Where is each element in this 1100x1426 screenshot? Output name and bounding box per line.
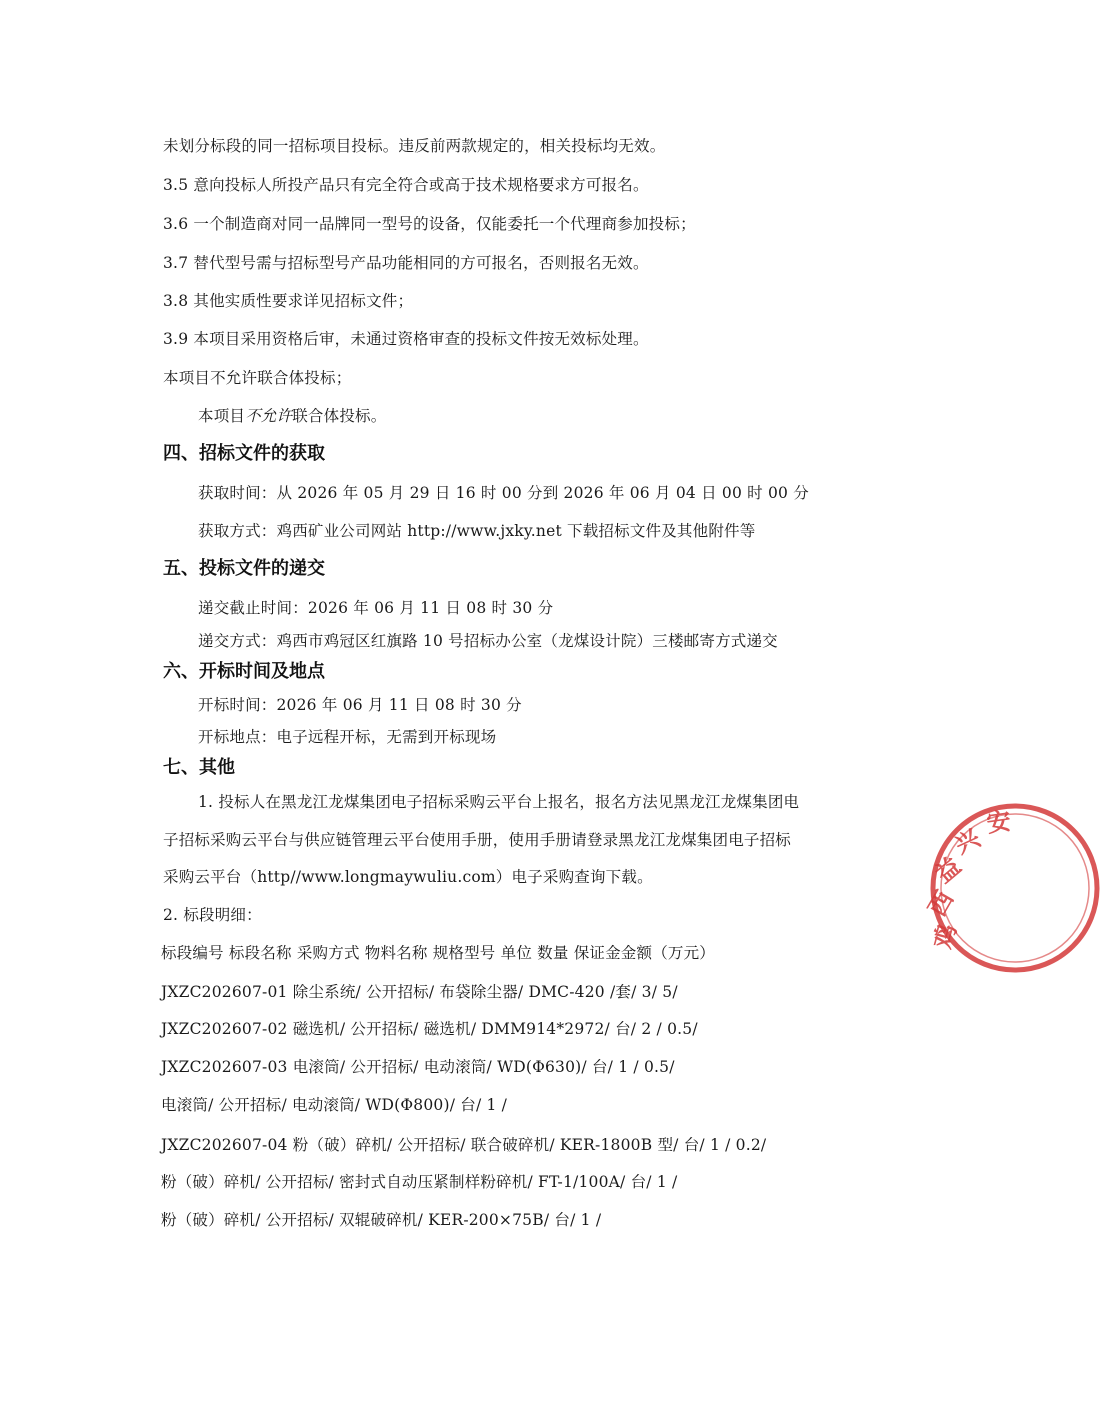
paragraph: 3.8 其他实质性要求详见招标文件； xyxy=(163,292,414,310)
italic-text: 不允许 xyxy=(245,407,293,425)
paragraph: 未划分标段的同一招标项目投标。违反前两款规定的，相关投标均无效。 xyxy=(163,137,666,155)
paragraph-text: 本项目 xyxy=(198,407,246,425)
opening-time: 开标时间：2026 年 06 月 11 日 08 时 30 分 xyxy=(198,696,522,714)
submit-method: 递交方式：鸡西市鸡冠区红旗路 10 号招标办公室（龙煤设计院）三楼邮寄方式递交 xyxy=(198,632,778,650)
submit-deadline: 递交截止时间：2026 年 06 月 11 日 08 时 30 分 xyxy=(198,599,554,617)
paragraph: 3.9 本项目采用资格后审，未通过资格审查的投标文件按无效标处理。 xyxy=(163,330,649,348)
table-row: JXZC202607-04 粉（破）碎机/ 公开招标/ 联合破碎机/ KER-1800B 型/ 台/ 1 / 0.2/ xyxy=(161,1136,767,1154)
paragraph xyxy=(198,405,386,427)
section-heading: 七、其他 xyxy=(163,757,235,778)
table-row: 电滚筒/ 公开招标/ 电动滚筒/ WD(Φ800)/ 台/ 1 / xyxy=(161,1096,508,1114)
section-heading: 四、招标文件的获取 xyxy=(163,443,325,464)
paragraph-text: 联合体投标。 xyxy=(292,407,387,425)
table-row: 粉（破）碎机/ 公开招标/ 双辊破碎机/ KER-200×75B/ 台/ 1 / xyxy=(161,1211,602,1229)
note-line: 子招标采购云平台与供应链管理云平台使用手册，使用手册请登录黑龙江龙煤集团电子招标 xyxy=(163,831,792,849)
svg-text:安: 安 xyxy=(984,806,1013,838)
table-row: JXZC202607-01 除尘系统/ 公开招标/ 布袋除尘器/ DMC-420 /套/ 3/ 5/ xyxy=(161,983,678,1001)
section-heading: 五、投标文件的递交 xyxy=(163,558,325,579)
svg-text:西: 西 xyxy=(922,886,960,921)
note-line: 采购云平台（http//www.longmaywuliu.com）电子采购查询下载。 xyxy=(163,868,653,886)
paragraph: 3.6 一个制造商对同一品牌同一型号的设备，仅能委托一个代理商参加投标； xyxy=(163,215,696,233)
svg-text:兴: 兴 xyxy=(950,823,985,860)
note-line: 2. 标段明细： xyxy=(163,906,262,924)
table-row: JXZC202607-03 电滚筒/ 公开招标/ 电动滚筒/ WD(Φ630)/ 台/ 1 / 0.5/ xyxy=(161,1058,675,1076)
note-line: 1. 投标人在黑龙江龙煤集团电子招标采购云平台上报名，报名方法见黑龙江龙煤集团电 xyxy=(198,793,800,811)
paragraph: 3.7 替代型号需与招标型号产品功能相同的方可报名，否则报名无效。 xyxy=(163,254,649,272)
official-seal xyxy=(922,790,1100,990)
svg-text:益: 益 xyxy=(929,851,967,889)
section-heading: 六、开标时间及地点 xyxy=(163,661,325,682)
table-header: 标段编号 标段名称 采购方式 物料名称 规格型号 单位 数量 保证金金额（万元） xyxy=(161,944,715,962)
table-row: 粉（破）碎机/ 公开招标/ 密封式自动压紧制样粉碎机/ FT-1/100A/ 台/ 1 / xyxy=(161,1173,678,1191)
table-row: JXZC202607-02 磁选机/ 公开招标/ 磁选机/ DMM914*2972/ 台/ 2 / 0.5/ xyxy=(161,1020,698,1038)
opening-place: 开标地点：电子远程开标，无需到开标现场 xyxy=(198,728,497,746)
paragraph: 3.5 意向投标人所投产品只有完全符合或高于技术规格要求方可报名。 xyxy=(163,176,649,194)
acquire-time: 获取时间：从 2026 年 05 月 29 日 16 时 00 分到 2026 年 06 月 04 日 00 时 00 分 xyxy=(198,484,809,502)
svg-text:鸡: 鸡 xyxy=(928,921,963,952)
acquire-method: 获取方式：鸡西矿业公司网站 http://www.jxky.net 下载招标文件及其他附件等 xyxy=(198,522,756,540)
paragraph: 本项目不允许联合体投标； xyxy=(163,369,352,387)
